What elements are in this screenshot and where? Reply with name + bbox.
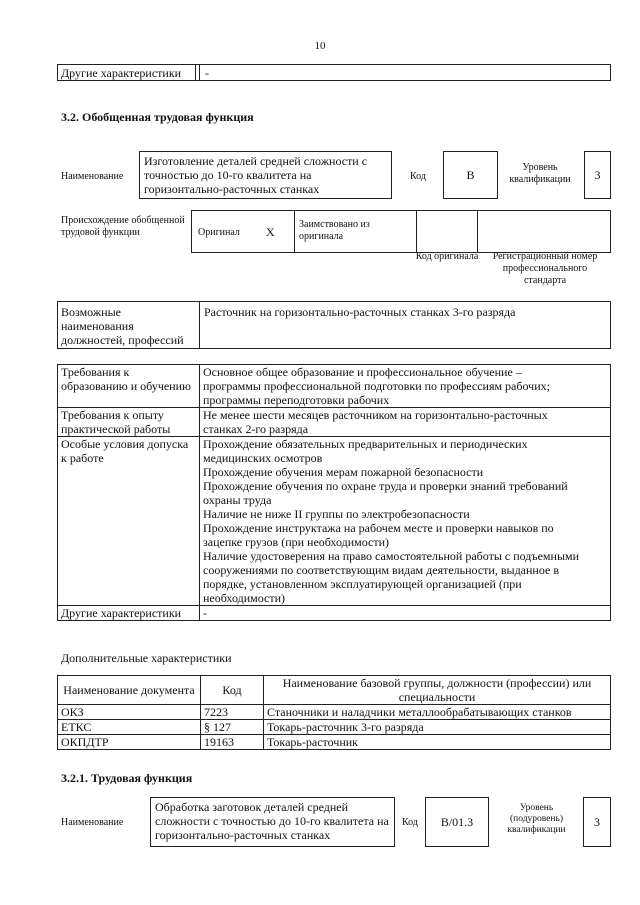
level-value: 3 — [584, 151, 611, 199]
table-row — [58, 735, 611, 750]
additional-table — [57, 675, 611, 750]
row-doc: ОКПДТР — [58, 735, 201, 750]
requirement-label: Особые условия допуска к работе — [58, 437, 200, 606]
requirement-value: Не менее шести месяцев расточником на горизонтально-расточных станках 2-го разряда — [200, 408, 611, 437]
header-code: Код — [201, 676, 264, 705]
table-row — [58, 705, 611, 720]
requirement-row — [58, 408, 611, 437]
row-doc: ЕТКС — [58, 720, 201, 735]
tf-name-label: Наименование — [61, 817, 124, 828]
tf-code-label: Код — [402, 817, 418, 828]
section-title: 3.2. Обобщенная трудовая функция — [61, 110, 254, 124]
positions-row — [57, 301, 611, 349]
code-label: Код — [410, 171, 426, 182]
requirements-table — [57, 364, 611, 621]
tf-code-value: B/01.3 — [425, 797, 489, 847]
page-number: 10 — [314, 40, 326, 52]
additional-header-row — [58, 676, 611, 705]
requirement-value: Основное общее образование и профессиональное обучение – программы профессиональной подготовки по профессиям рабочих; программы переподготовки рабочих — [200, 365, 611, 408]
top-other-row — [57, 64, 611, 81]
header-name: Наименование базовой группы, должности (профессии) или специальности — [264, 676, 611, 705]
tf-level-label: Уровень (подуровень) квалификации — [507, 803, 566, 835]
requirement-value: - — [200, 606, 611, 621]
row-name: Токарь-расточник — [264, 735, 611, 750]
requirement-label: Требования к опыту практической работы — [58, 408, 200, 437]
code-original-label: Код оригинала — [415, 251, 479, 262]
level-label: Уровень квалификации — [509, 162, 571, 185]
name-label: Наименование — [61, 171, 124, 182]
tf-name: Обработка заготовок деталей средней сложности с точностью до 10-го квалитета на горизонтально-расточных станках — [150, 797, 395, 847]
row-doc: ОКЗ — [58, 705, 201, 720]
positions-value: Расточник на горизонтально-расточных станках 3-го разряда — [204, 305, 516, 319]
row-name: Токарь-расточник 3-го разряда — [264, 720, 611, 735]
table-row — [58, 720, 611, 735]
reg-number-label: Регистрационный номер профессионального стандарта — [492, 251, 598, 286]
origin-label: Происхождение обобщенной трудовой функции — [61, 215, 185, 238]
header-doc: Наименование документа — [58, 676, 201, 705]
tf-level-value: 3 — [583, 797, 611, 847]
row-name: Станочники и наладчики металлообрабатывающих станков — [264, 705, 611, 720]
function-name: Изготовление деталей средней сложности с точностью до 10-го квалитета на горизонтально-расточных станках — [139, 151, 392, 199]
additional-title: Дополнительные характеристики — [61, 651, 232, 665]
row-code: 7223 — [201, 705, 264, 720]
row-code: § 127 — [201, 720, 264, 735]
requirement-row — [58, 437, 611, 606]
requirement-label: Требования к образованию и обучению — [58, 365, 200, 408]
requirement-label: Другие характеристики — [58, 606, 200, 621]
top-other-value: - — [205, 66, 209, 80]
requirement-row — [58, 365, 611, 408]
code-value: B — [443, 151, 498, 199]
borrowed-label: Заимствовано из оригинала — [299, 219, 370, 242]
original-mark: X — [266, 225, 275, 239]
requirement-value: Прохождение обязательных предварительных и периодических медицинских осмотров Прохождение обучения мерам пожарной безопасности Прохождение обучения по охране труда и проверки знаний требований охраны труда Наличие не ниже II группы по электробезопасности Прохождение инструктажа на рабочем месте и проверки навыков по зацепке грузов (при необходимости) Наличие удостоверения на право самостоятельной работы с подъемными сооружениями по соответствующим видам деятельности, выданное в порядке, установленном эксплуатирующей организацией (при необходимости) — [200, 437, 611, 606]
positions-label: Возможные наименования должностей, профессий — [61, 305, 184, 347]
requirement-row — [58, 606, 611, 621]
row-code: 19163 — [201, 735, 264, 750]
origin-table — [191, 210, 611, 253]
original-label: Оригинал — [198, 227, 240, 238]
top-other-label: Другие характеристики — [61, 66, 182, 80]
subsection-title: 3.2.1. Трудовая функция — [61, 771, 193, 785]
